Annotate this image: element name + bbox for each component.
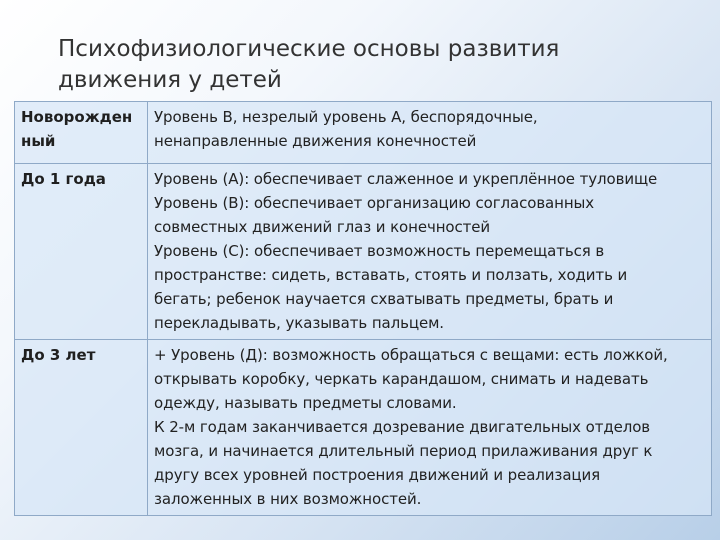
description-cell-newborn: Уровень В, незрелый уровень А, беспорядочные, ненаправленные движения конечностей — [148, 102, 712, 164]
development-table — [14, 101, 712, 516]
age-cell-up-to-1-year: До 1 года — [15, 164, 148, 340]
development-table-body — [15, 102, 712, 516]
slide-title: Психофизиологические основы развития движения у детей — [58, 36, 560, 93]
description-cell-up-to-3-years: + Уровень (Д): возможность обращаться с вещами: есть ложкой, открывать коробку, черкать карандашом, снимать и надевать одежду, называть предметы словами. К 2-м годам заканчивается дозревание двигательных отделов мозга, и начинается длительный период прилаживания друг к другу всех уровней построения движений и реализация заложенных в них возможностей. — [148, 340, 712, 516]
age-cell-up-to-3-years: До 3 лет — [15, 340, 148, 516]
table-row — [15, 340, 712, 516]
table-row — [15, 102, 712, 164]
description-cell-up-to-1-year: Уровень (А): обеспечивает слаженное и укреплённое туловище Уровень (В): обеспечивает организацию согласованных совместных движений глаз и конечностей Уровень (С): обеспечивает возможность перемещаться в пространстве: сидеть, вставать, стоять и ползать, ходить и бегать; ребенок научается схватывать предметы, брать и перекладывать, указывать пальцем. — [148, 164, 712, 340]
age-cell-newborn: Новорожден ный — [15, 102, 148, 164]
table-row — [15, 164, 712, 340]
